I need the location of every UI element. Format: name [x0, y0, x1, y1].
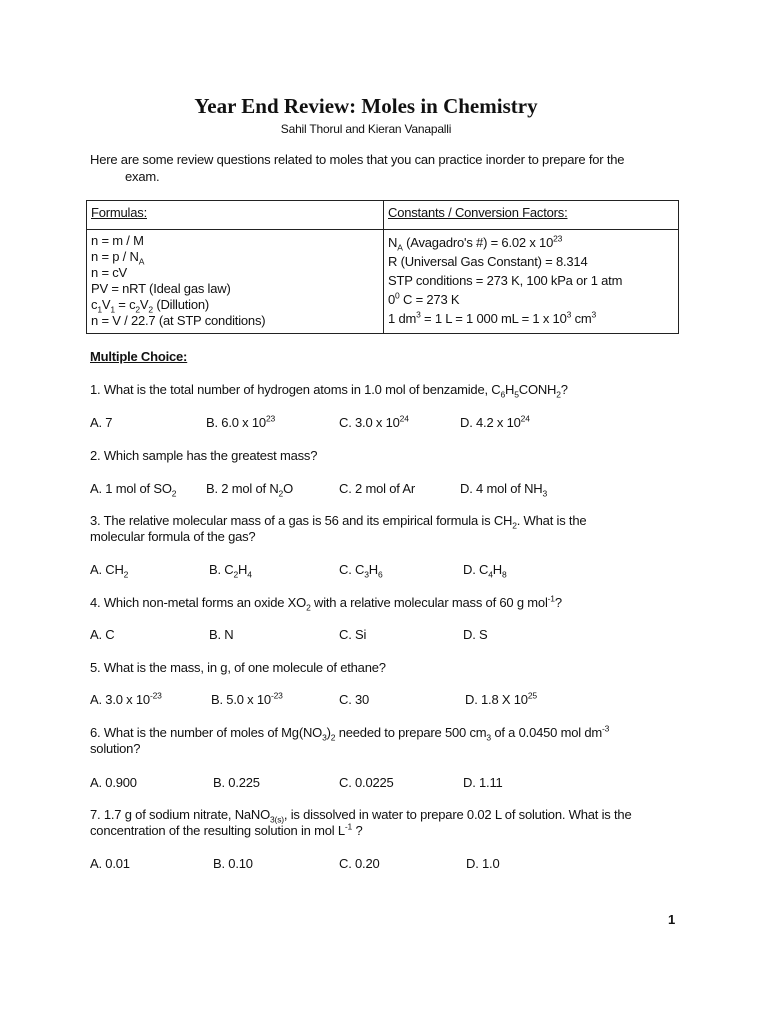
intro-line-2: exam. — [125, 169, 160, 184]
question-4-options — [90, 627, 650, 645]
option-c[interactable]: C. 0.20 — [339, 856, 380, 871]
option-b[interactable]: B. 6.0 x $10^{23}$ — [206, 413, 276, 430]
question-1-options — [90, 415, 650, 433]
question-5: 5. What is the mass, in g, of one molecule of ethane? — [90, 660, 386, 675]
authors: Sahil Thorul and Kieran Vanapalli — [280, 122, 452, 136]
constant-5: 1 $dm^3 = 1$ L = 1 000 mL = 1 x $10^3$ $cm^3$ — [388, 309, 597, 326]
constants-header: Constants / Conversion Factors: — [388, 205, 568, 220]
intro-paragraph — [90, 151, 650, 185]
option-b[interactable]: B. 0.10 — [213, 856, 253, 871]
question-7-line-1: 7. 1.7 g of sodium nitrate, NaNO$_{3(s)}$, is dissolved in water to prepare 0.02 L of solution. What is the — [90, 807, 632, 825]
option-a[interactable]: A. 7 — [90, 415, 113, 430]
option-a[interactable]: A. C — [90, 627, 115, 642]
constant-2: R (Universal Gas Constant) = 8.314 — [388, 254, 588, 269]
option-a[interactable]: A. 0.01 — [90, 856, 130, 871]
formula-4: PV = nRT (Ideal gas law) — [91, 281, 231, 296]
reference-table — [86, 200, 679, 334]
option-d[interactable]: D. 1.8 X $10^{25}$ — [465, 690, 537, 707]
question-3-line-1: 3. The relative molecular mass of a gas is 56 and its empirical formula is $CH_2$. What is the — [90, 513, 587, 531]
question-7-options — [90, 856, 650, 874]
intro-line-1: Here are some review questions related to moles that you can practice inorder to prepare for the — [90, 152, 625, 167]
formulas-header-cell — [87, 201, 384, 230]
option-c[interactable]: C. 3.0 x $10^{24}$ — [339, 413, 409, 430]
option-b[interactable]: B. $C_2H_4$ — [209, 562, 252, 580]
page-number: 1 — [668, 912, 676, 927]
question-6-line-1: 6. What is the number of moles of $Mg(NO_3)_2$ needed to prepare 500 $cm_3$ of a 0.0450 mol $dm^{-3}$ — [90, 723, 610, 743]
constant-1: $N_A$ (Avagadro's #) = 6.02 x $10^{23}$ — [388, 233, 563, 253]
question-6-line-2: solution? — [90, 741, 141, 756]
option-d[interactable]: D. 4 mol of $NH_3$ — [460, 481, 547, 499]
question-6 — [90, 725, 650, 757]
option-d[interactable]: D. 4.2 x $10^{24}$ — [460, 413, 530, 430]
constant-4: $0^0$ C = 273 K — [388, 290, 460, 307]
option-c[interactable]: C. 0.0225 — [339, 775, 394, 790]
option-a[interactable]: A. 0.900 — [90, 775, 137, 790]
question-1: 1. What is the total number of hydrogen atoms in 1.0 mol of benzamide, $C_6H_5CONH_2$? — [90, 382, 568, 400]
page-title: Year End Review: Moles in Chemistry — [194, 94, 538, 118]
formulas-cell — [87, 230, 384, 334]
constant-3: STP conditions = 273 K, 100 kPa or 1 atm — [388, 273, 623, 288]
question-7 — [90, 807, 650, 839]
question-3-options — [90, 562, 650, 580]
option-c[interactable]: C. 2 mol of Ar — [339, 481, 415, 496]
option-a[interactable]: A. 3.0 x $10^{-23}$ — [90, 690, 162, 707]
section-heading: Multiple Choice: — [90, 349, 188, 364]
question-6-options — [90, 775, 650, 793]
option-d[interactable]: D. 1.11 — [463, 775, 503, 790]
question-2: 2. Which sample has the greatest mass? — [90, 448, 318, 463]
formula-6: n = V / 22.7 (at STP conditions) — [91, 313, 266, 328]
question-7-line-2: concentration of the resulting solution in mol $L^{-1}$ ? — [90, 821, 363, 838]
option-d[interactable]: D. S — [463, 627, 488, 642]
formulas-header: Formulas: — [91, 205, 147, 220]
option-d[interactable]: D. 1.0 — [466, 856, 500, 871]
question-5-options — [90, 692, 650, 710]
question-3-line-2: molecular formula of the gas? — [90, 529, 256, 544]
question-3 — [90, 513, 650, 545]
option-c[interactable]: C. $C_3H_6$ — [339, 562, 383, 580]
formula-1: n = m / M — [91, 233, 144, 248]
question-2-options — [90, 481, 650, 499]
option-c[interactable]: C. 30 — [339, 692, 370, 707]
formula-2: $n = p / N_A$ — [91, 249, 145, 267]
question-4: 4. Which non-metal forms an oxide $XO_2$ with a relative molecular mass of 60 g mol$^{-1}$? — [90, 593, 562, 613]
option-a[interactable]: A. 1 mol of $SO_2$ — [90, 481, 177, 499]
constants-cell — [384, 230, 679, 334]
formula-5: $c_1V_1 = c_2V_2$ (Dillution) — [91, 297, 210, 315]
option-b[interactable]: B. 5.0 x $10^{-23}$ — [211, 690, 283, 707]
option-b[interactable]: B. 0.225 — [213, 775, 260, 790]
formula-3: n = cV — [91, 265, 128, 280]
option-b[interactable]: B. N — [209, 627, 234, 642]
constants-header-cell — [384, 201, 679, 230]
option-a[interactable]: A. $CH_2$ — [90, 562, 129, 580]
option-d[interactable]: D. $C_4H_8$ — [463, 562, 507, 580]
option-b[interactable]: B. 2 mol of $N_2O$ — [206, 481, 293, 499]
option-c[interactable]: C. Si — [339, 627, 367, 642]
